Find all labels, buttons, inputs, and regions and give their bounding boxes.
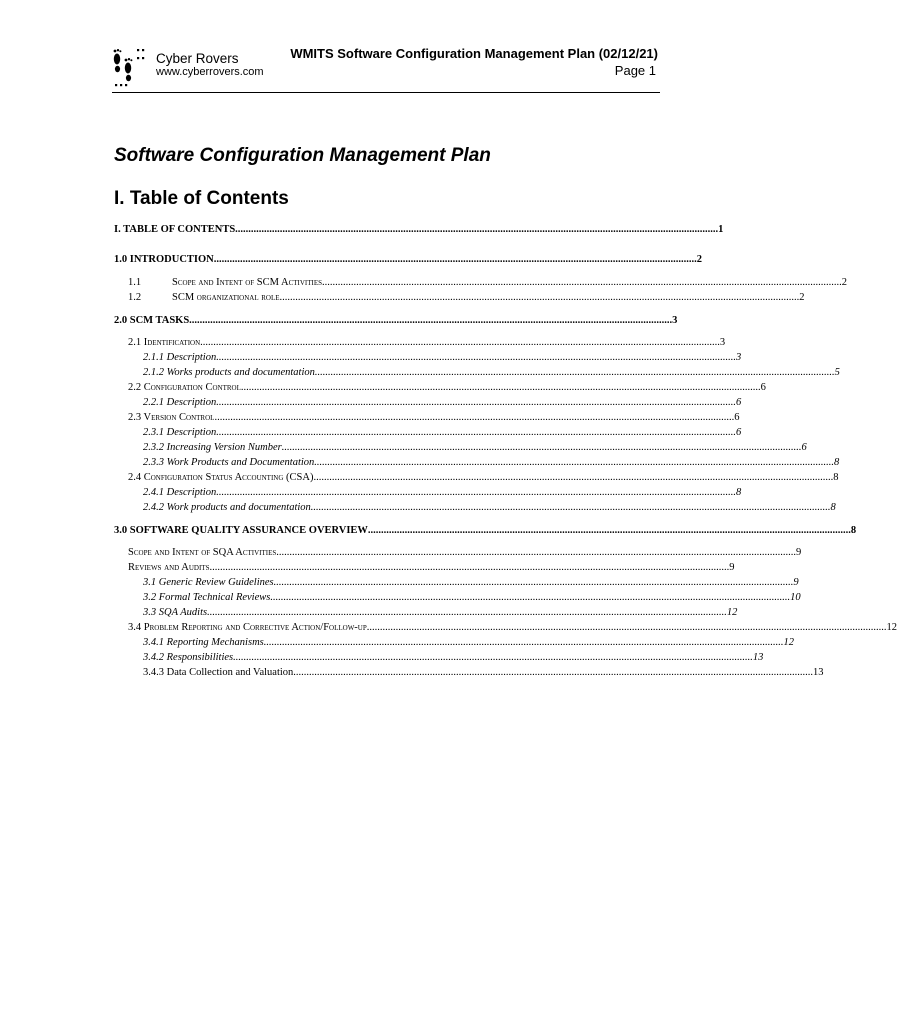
toc-entry[interactable]: 2.3.3 Work Products and Documentation ...................................................................................................................................................................................................... 8	[143, 457, 840, 468]
toc-entry[interactable]: 2.1 Identification ...................................................................................................................................................................................................... 3	[128, 337, 726, 348]
document-main-title: Software Configuration Management Plan	[114, 145, 491, 166]
toc-entry[interactable]: I. TABLE OF CONTENTS ........................................................................................................................................................................................ 1	[114, 224, 724, 235]
toc-entry[interactable]: 3.1 Generic Review Guidelines ...................................................................................................................................................................................................... 9	[143, 577, 799, 588]
toc-entry[interactable]: 2.2.1 Description ...................................................................................................................................................................................................... 6	[143, 397, 742, 408]
toc-entry[interactable]: 2.2 Configuration Control ...................................................................................................................................................................................................... 6	[128, 382, 766, 393]
footprints-logo-icon	[112, 46, 148, 88]
toc-entry[interactable]: Reviews and Audits ...................................................................................................................................................................................................... 9	[128, 562, 735, 573]
toc-entry[interactable]: 3.2 Formal Technical Reviews ...................................................................................................................................................................................................... 10	[143, 592, 801, 603]
company-name: Cyber Rovers	[156, 51, 239, 66]
company-website: www.cyberrovers.com	[156, 66, 264, 78]
toc-entry[interactable]: 3.4.2 Responsibilities ...................................................................................................................................................................................................... 13	[143, 652, 764, 663]
toc-entry[interactable]: 2.1.1 Description ...................................................................................................................................................................................................... 3	[143, 352, 742, 363]
toc-entry[interactable]: 2.3.1 Description ...................................................................................................................................................................................................... 6	[143, 427, 742, 438]
toc-entry[interactable]: 2.1.2 Works products and documentation ...................................................................................................................................................................................................... 5	[143, 367, 840, 378]
toc-entry[interactable]: 2.3 Version Control ...................................................................................................................................................................................................... 6	[128, 412, 740, 423]
toc-entry[interactable]: 1.0 INTRODUCTION ........................................................................................................................................................................................ 2	[114, 254, 703, 265]
page-number: Page 1	[614, 63, 656, 78]
toc-entry[interactable]: 3.4.1 Reporting Mechanisms ...................................................................................................................................................................................................... 12	[143, 637, 794, 648]
toc-entry[interactable]: 2.4.2 Work products and documentation ...................................................................................................................................................................................................... 8	[143, 502, 836, 513]
toc-entry[interactable]: 1.1 Scope and Intent of SCM Activities ...................................................................................................................................................................................................... 2	[128, 277, 848, 288]
toc-heading: I. Table of Contents	[114, 188, 289, 209]
toc-entry[interactable]: 2.4 Configuration Status Accounting (CSA) ...................................................................................................................................................................................................... 8	[128, 472, 839, 483]
toc-entry[interactable]: 1.2 SCM organizational role ...................................................................................................................................................................................................... 2	[128, 292, 805, 303]
toc-entry[interactable]: 3.4 Problem Reporting and Corrective Action/Follow-up ...................................................................................................................................................................................................... 12	[128, 622, 897, 633]
toc-entry[interactable]: 2.3.2 Increasing Version Number ...................................................................................................................................................................................................... 6	[143, 442, 807, 453]
header-rule	[112, 92, 660, 93]
toc-entry[interactable]: 3.0 SOFTWARE QUALITY ASSURANCE OVERVIEW ........................................................................................................................................................................................ 8	[114, 525, 857, 536]
toc-entry[interactable]: Scope and Intent of SQA Activities ...................................................................................................................................................................................................... 9	[128, 547, 802, 558]
toc-entry[interactable]: 3.4.3 Data Collection and Valuation ...................................................................................................................................................................................................... 13	[143, 667, 824, 678]
document-title: WMITS Software Configuration Management Plan (02/12/21)	[290, 46, 658, 61]
page-header	[112, 44, 660, 94]
toc-entry[interactable]: 2.4.1 Description ...................................................................................................................................................................................................... 8	[143, 487, 742, 498]
toc-entry[interactable]: 2.0 SCM TASKS ........................................................................................................................................................................................ 3	[114, 315, 678, 326]
toc-entry[interactable]: 3.3 SQA Audits ...................................................................................................................................................................................................... 12	[143, 607, 738, 618]
